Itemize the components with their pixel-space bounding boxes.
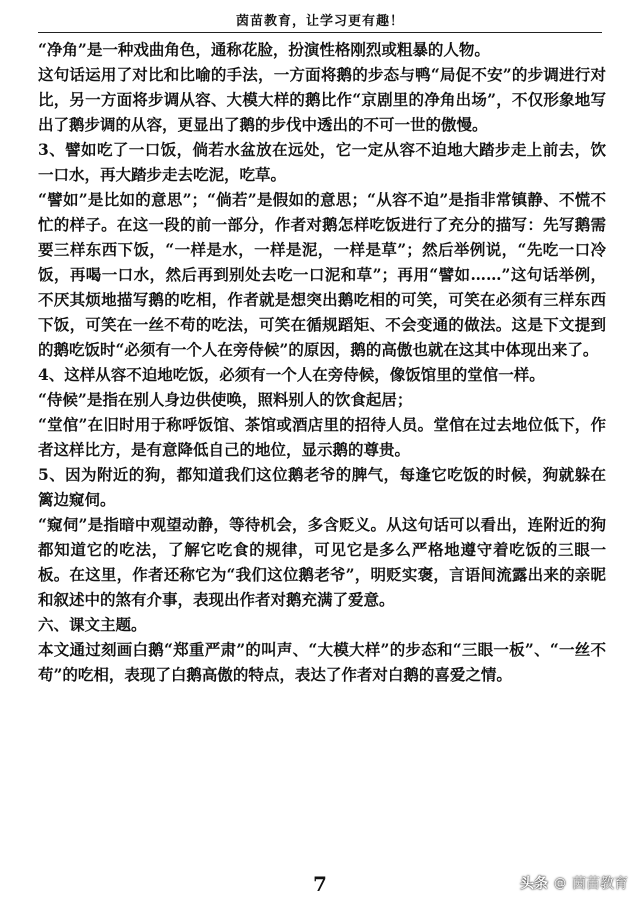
paragraph: 这句话运用了对比和比喻的手法，一方面将鹅的步态与鸭“局促不安”的步调进行对比，另一方面将步调从容、大模大样的鹅比作“京剧里的净角出场”，不仅形象地写出了鹅步调的从容，更显出了鹅的步伐中透出的不可一世的傲慢。 <box>38 65 606 134</box>
paragraph: 4、这样从容不迫地吃饭，必须有一个人在旁侍候，像饭馆里的堂倌一样。 <box>38 365 545 384</box>
watermark <box>520 873 628 893</box>
page-header: 茵苗教育，让学习更有趣！ <box>235 14 404 29</box>
paragraph: “譬如”是比如的意思”；“倘若”是假如的意思；“从容不迫”是指非常镇静、不慌不忙的样子。在这一段的前一部分，作者对鹅怎样吃饭进行了充分的描写：先写鹅需要三样东西下饭，“一样是水，一样是泥，一样是草”；然后举例说，“先吃一口冷饭，再喝一口水，然后再到别处去吃一口泥和草”；再用“譬如……”这句话举例，不厌其烦地描写鹅的吃相，作者就是想突出鹅吃相的可笑，可笑在必须有三样东西下饭，可笑在一丝不苟的吃法，可笑在循规蹈矩、不会变通的做法。这是下文提到的鹅吃饭时“必须有一个人在旁侍候”的原因，鹅的高傲也就在这其中体现出来了。 <box>38 190 606 359</box>
paragraph: “净角”是一种戏曲角色，通称花脸，扮演性格刚烈或粗暴的人物。 <box>38 40 490 59</box>
paragraph: “堂倌”在旧时用于称呼饭馆、茶馆或酒店里的招待人员。堂倌在过去地位低下，作者这样比方，是有意降低自己的地位，显示鹅的尊贵。 <box>38 415 606 459</box>
paragraph: “窥伺”是指暗中观望动静，等待机会，多含贬义。从这句话可以看出，连附近的狗都知道它的吃法，了解它吃食的规律，可见它是多么严格地遵守着吃饭的三眼一板。在这里，作者还称它为“我们这位鹅老爷”，明贬实褒，言语间流露出来的亲昵和叙述中的煞有介事，表现出作者对鹅充满了爱意。 <box>38 515 606 609</box>
watermark-brand: 头条 <box>520 876 548 892</box>
paragraph: 本文通过刻画白鹅“郑重严肃”的叫声、“大模大样”的步态和“三眼一板”、“一丝不苟”的吃相，表现了白鹅高傲的特点，表达了作者对白鹅的喜爱之情。 <box>38 640 606 684</box>
document-body <box>38 37 606 687</box>
paragraph: 5、因为附近的狗，都知道我们这位鹅老爷的脾气，每逢它吃饭的时候，狗就躲在篱边窥伺。 <box>38 465 606 509</box>
at-icon: @ <box>554 876 566 890</box>
watermark-account: 茵苗教育 <box>572 876 628 892</box>
section-heading: 六、课文主题。 <box>38 615 147 634</box>
header-divider <box>38 32 602 33</box>
page-number: 7 <box>313 872 327 896</box>
paragraph: “侍候”是指在别人身边供使唤，照料别人的饮食起居； <box>38 390 413 409</box>
paragraph: 3、譬如吃了一口饭，倘若水盆放在远处，它一定从容不迫地大踏步走上前去，饮一口水，再大踏步走去吃泥，吃草。 <box>38 140 606 184</box>
